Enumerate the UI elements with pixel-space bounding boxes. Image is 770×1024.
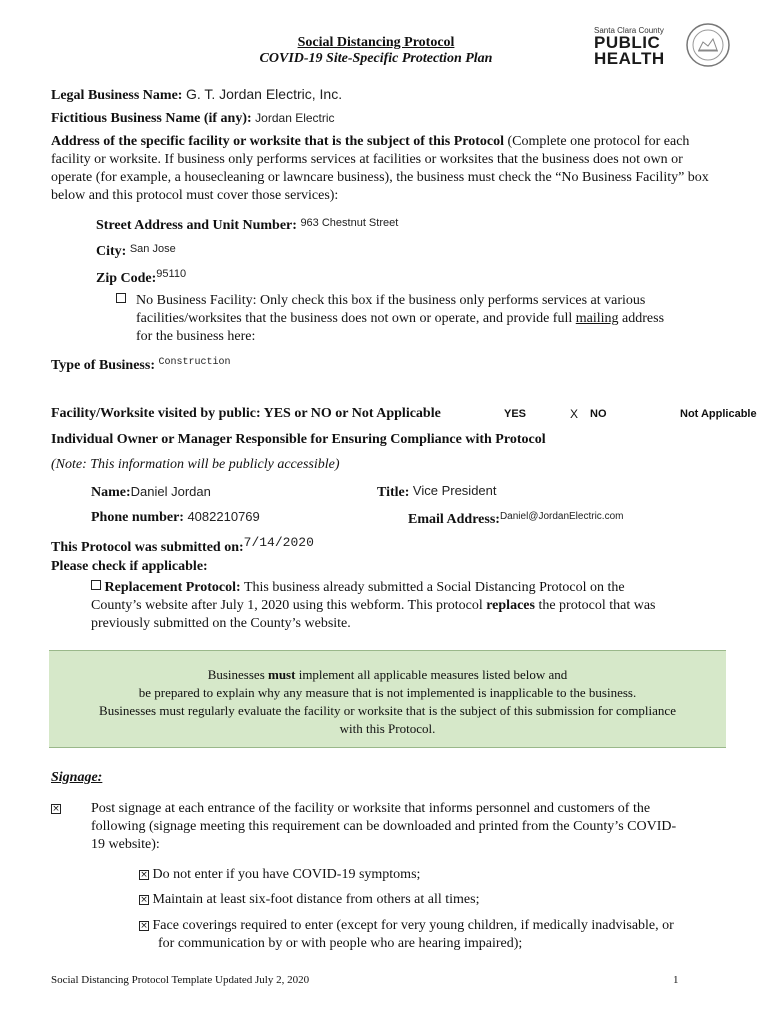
replacement-protocol <box>91 579 731 633</box>
address-instructions <box>51 133 726 205</box>
signage-sub3 <box>139 917 729 953</box>
no-facility-checkbox-icon[interactable] <box>116 293 126 303</box>
signage-sub1-text: Do not enter if you have COVID-19 symptoms; <box>152 867 421 882</box>
no-facility-text <box>136 292 726 346</box>
footer-template-note: Social Distancing Protocol Template Updated July 2, 2020 <box>51 974 310 986</box>
logo-county-text: Santa Clara County <box>594 26 664 35</box>
phone-label: Phone number: <box>91 510 184 525</box>
type-of-business-value[interactable]: Construction <box>158 357 231 368</box>
sub3-checked-icon[interactable]: × <box>140 921 148 931</box>
city-value[interactable]: San Jose <box>129 243 176 255</box>
owner-title-value[interactable]: Vice President <box>412 483 497 498</box>
document-subtitle: COVID-19 Site-Specific Protection Plan <box>259 51 493 66</box>
signage-checkbox[interactable] <box>51 800 61 818</box>
no-facility-line1: No Business Facility: Only check this box if the business only performs services at various <box>136 293 646 308</box>
type-of-business-label: Type of Business: <box>51 358 155 373</box>
address-label: Address of the specific facility or worksite that is the subject of this Protocol <box>51 134 504 149</box>
legal-business-name-label: Legal Business Name: <box>51 88 183 103</box>
county-seal-icon <box>685 22 731 68</box>
email-label: Email Address: <box>408 512 500 527</box>
fictitious-name-value[interactable]: Jordan Electric <box>255 111 335 125</box>
visited-selected-mark: X <box>570 407 579 421</box>
replacement-checkbox-icon[interactable] <box>91 580 101 590</box>
street-value[interactable]: 963 Chestnut Street <box>300 217 399 229</box>
signage-sub3-line2: for communication by or with people who are hearing impaired); <box>158 936 523 951</box>
visited-by-public-label: Facility/Worksite visited by public: YES or NO or Not Applicable <box>51 406 441 421</box>
requirements-banner <box>49 650 726 748</box>
signage-checked-icon[interactable]: × <box>52 804 60 814</box>
no-facility-line3: for the business here: <box>136 329 256 344</box>
visited-yes-option[interactable]: YES <box>504 408 527 420</box>
owner-name-value[interactable]: Daniel Jordan <box>130 484 211 499</box>
banner-line1c: implement all applicable measures listed below and <box>295 667 568 682</box>
banner-line2: be prepared to explain why any measure that is not implemented is inapplicable to the business. <box>138 685 637 700</box>
visited-not-applicable-option[interactable]: Not Applicable <box>680 408 757 420</box>
signage-heading: Signage: <box>51 770 103 785</box>
no-business-facility-checkbox[interactable] <box>116 292 126 310</box>
owner-title-label: Title: <box>377 485 410 500</box>
address-text: (Complete one protocol for each facility or worksite. If business only performs services at facilities or worksites that the business does not own or operate (for example, a housecleaning or lawncare business), the business must check the “No Business Facility” box below and this protocol must cover those services): <box>51 134 709 203</box>
banner-must: must <box>268 667 296 682</box>
zip-label: Zip Code: <box>96 271 157 286</box>
email-value[interactable]: Daniel@JordanElectric.com <box>499 511 624 522</box>
owner-heading: Individual Owner or Manager Responsible for Ensuring Compliance with Protocol <box>51 432 546 447</box>
replacement-bold: Replacement Protocol: <box>104 580 241 595</box>
owner-note: (Note: This information will be publicly accessible) <box>51 457 340 472</box>
sub1-checked-icon[interactable]: × <box>140 870 148 880</box>
submitted-label: This Protocol was submitted on: <box>51 540 244 555</box>
signage-sub2 <box>139 891 479 909</box>
replacement-line2a: County’s website after July 1, 2020 using this webform. This protocol <box>91 598 487 613</box>
zip-value[interactable]: 95110 <box>156 268 187 280</box>
signage-item-text <box>91 800 731 854</box>
owner-name-label: Name: <box>91 485 131 500</box>
replacement-line3: previously submitted on the County’s website. <box>91 616 351 631</box>
signage-sub3-line1: Face coverings required to enter (except for very young children, if medically inadvisable, or <box>152 918 674 933</box>
replacement-line2c: the protocol that was <box>534 598 656 613</box>
signage-line3: 19 website): <box>91 837 160 852</box>
replacement-line1: This business already submitted a Social Distancing Protocol on the <box>240 580 625 595</box>
phone-value[interactable]: 4082210769 <box>187 509 260 524</box>
city-label: City: <box>96 244 127 259</box>
street-label: Street Address and Unit Number: <box>96 218 297 233</box>
signage-sub1 <box>139 866 420 884</box>
logo-line2: HEALTH <box>594 49 665 68</box>
page-number: 1 <box>673 974 679 986</box>
sub2-checked-icon[interactable]: × <box>140 895 148 905</box>
check-if-applicable-label: Please check if applicable: <box>51 559 208 574</box>
document-title: Social Distancing Protocol <box>297 35 455 50</box>
no-facility-line2b: address <box>618 311 665 326</box>
visited-no-option[interactable]: NO <box>590 408 607 420</box>
submitted-value[interactable]: 7/14/2020 <box>243 535 314 550</box>
legal-business-name-value[interactable]: G. T. Jordan Electric, Inc. <box>185 86 343 102</box>
signage-line2: following (signage meeting this requirement can be downloaded and printed from the County’s COVID- <box>91 819 677 834</box>
public-health-logo <box>594 26 674 70</box>
no-facility-line2a: facilities/worksites that the business does not own or operate, and provide full <box>136 311 576 326</box>
banner-line3: Businesses must regularly evaluate the facility or worksite that is the subject of this submission for compliance <box>99 703 676 718</box>
signage-sub2-text: Maintain at least six-foot distance from others at all times; <box>152 892 480 907</box>
signage-line1: Post signage at each entrance of the facility or worksite that informs personnel and customers of the <box>91 801 651 816</box>
logo-line1: PUBLIC <box>594 33 661 52</box>
banner-line1a: Businesses <box>207 667 268 682</box>
no-facility-mailing: mailing <box>575 311 619 326</box>
replacement-replaces: replaces <box>486 598 535 613</box>
banner-line4: with this Protocol. <box>339 721 436 736</box>
fictitious-name-label: Fictitious Business Name (if any): <box>51 111 252 126</box>
